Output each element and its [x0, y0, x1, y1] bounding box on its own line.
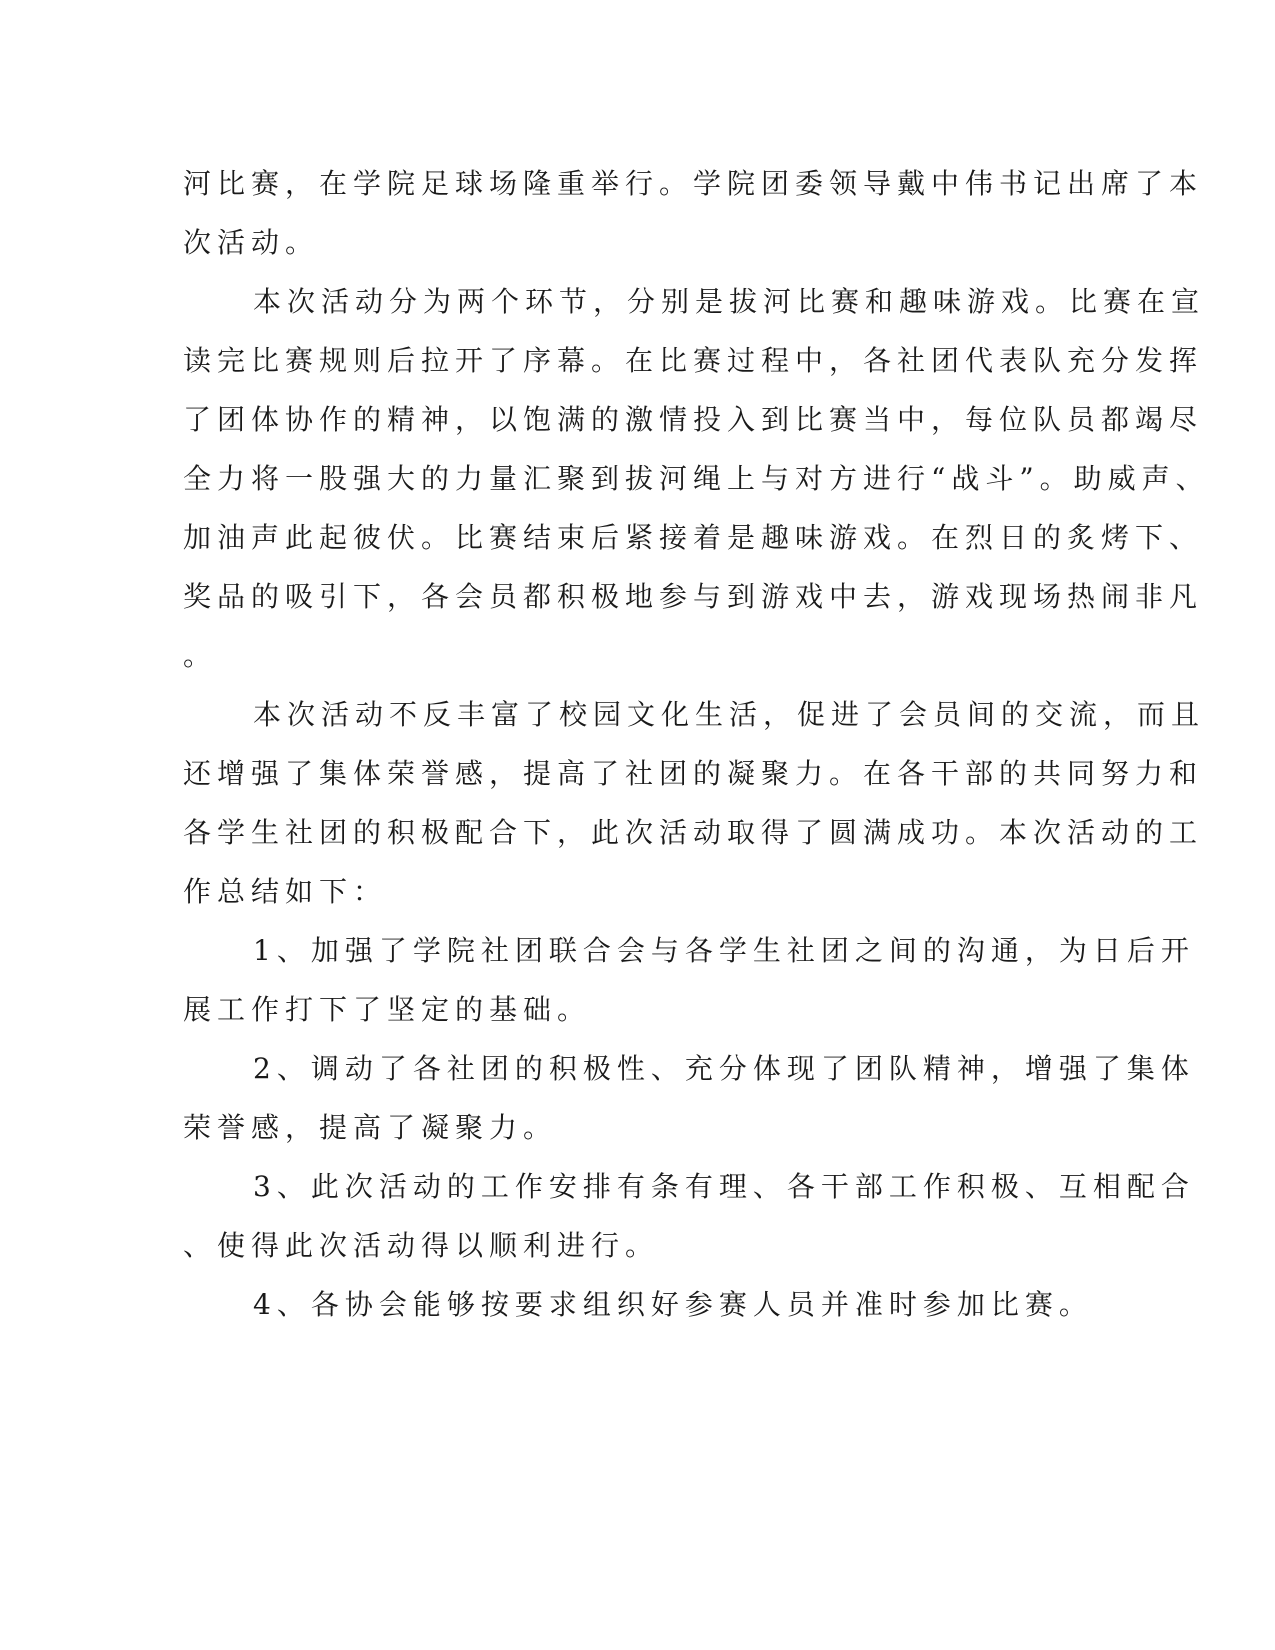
text-line: 读完比赛规则后拉开了序幕。在比赛过程中，各社团代表队充分发挥 — [183, 344, 1204, 377]
text-line: 3、此次活动的工作安排有条有理、各干部工作积极、互相配合 — [253, 1170, 1195, 1203]
text-line: 本次活动不反丰富了校园文化生活，促进了会员间的交流，而且 — [253, 698, 1206, 731]
text-line: 。 — [183, 639, 218, 672]
text-line: 展工作打下了坚定的基础。 — [183, 993, 592, 1026]
text-line: 各学生社团的积极配合下，此次活动取得了圆满成功。本次活动的工 — [183, 816, 1204, 849]
text-line: 4、各协会能够按要求组织好参赛人员并准时参加比赛。 — [253, 1288, 1093, 1321]
text-line: 加油声此起彼伏。比赛结束后紧接着是趣味游戏。在烈日的炙烤下、 — [183, 521, 1204, 554]
text-line: 1、加强了学院社团联合会与各学生社团之间的沟通，为日后开 — [253, 934, 1195, 967]
text-line: 作总结如下： — [183, 875, 388, 908]
text-line: 奖品的吸引下，各会员都积极地参与到游戏中去，游戏现场热闹非凡 — [183, 580, 1204, 613]
text-line: 全力将一股强大的力量汇聚到拔河绳上与对方进行“战斗”。助威声、 — [183, 462, 1210, 495]
text-line: 还增强了集体荣誉感，提高了社团的凝聚力。在各干部的共同努力和 — [183, 757, 1204, 790]
text-line: 了团体协作的精神，以饱满的激情投入到比赛当中，每位队员都竭尽 — [183, 403, 1204, 436]
document-body — [183, 160, 1210, 1340]
text-line: 本次活动分为两个环节，分别是拔河比赛和趣味游戏。比赛在宣 — [253, 285, 1206, 318]
text-line: 、使得此次活动得以顺利进行。 — [183, 1229, 660, 1262]
text-line: 河比赛，在学院足球场隆重举行。学院团委领导戴中伟书记出席了本 — [183, 167, 1204, 200]
text-line: 次活动。 — [183, 226, 320, 259]
text-line: 荣誉感，提高了凝聚力。 — [183, 1111, 558, 1144]
text-line: 2、调动了各社团的积极性、充分体现了团队精神，增强了集体 — [253, 1052, 1195, 1085]
